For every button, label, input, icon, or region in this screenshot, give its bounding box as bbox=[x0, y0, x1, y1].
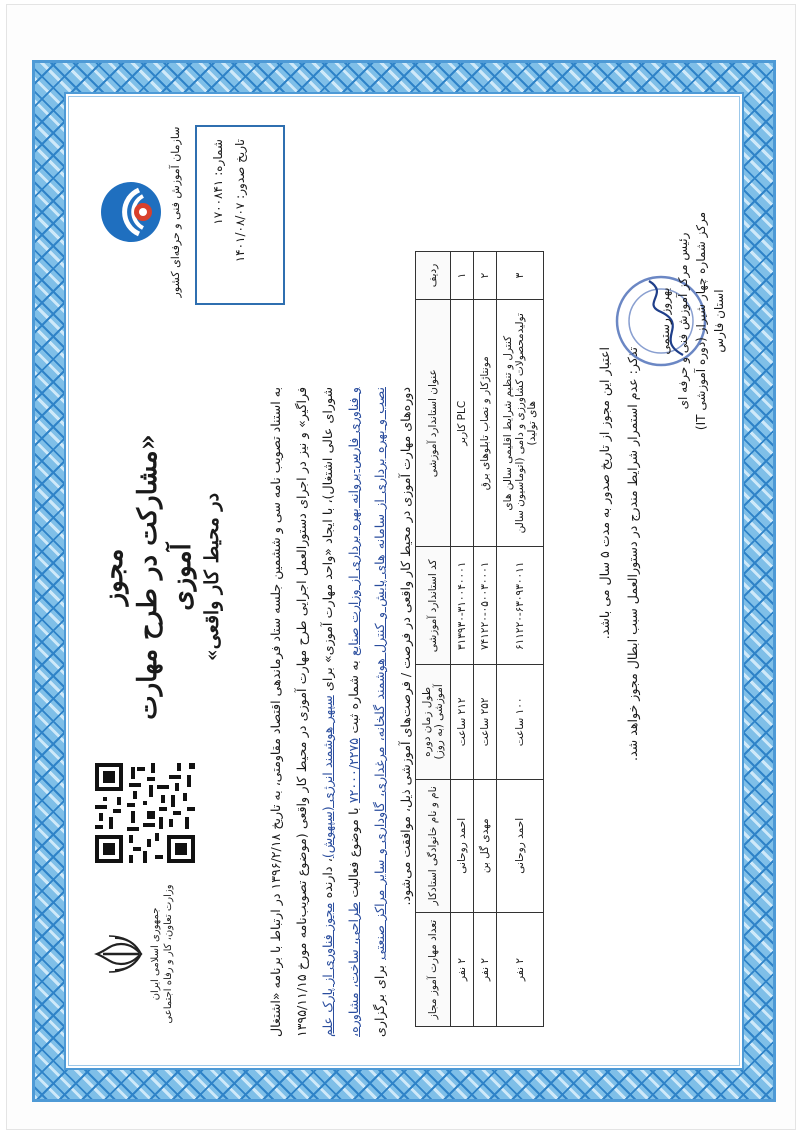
certificate-title bbox=[97, 427, 225, 727]
col-row: ردیف bbox=[416, 252, 451, 300]
col-trainee-count: تعداد مهارت آموز مجاز bbox=[416, 912, 451, 1026]
signature-block bbox=[613, 211, 728, 431]
title-permit: مجوز bbox=[99, 548, 129, 606]
validity-text: اعتبار این مجوز از تاریخ صدور به مدت ۵ سال می باشد. bbox=[597, 347, 612, 640]
tvto-logo-icon bbox=[99, 180, 163, 244]
col-standard-code: کد استاندارد آموزشی bbox=[416, 547, 451, 665]
validity-notes bbox=[591, 347, 647, 1027]
ministry-logo bbox=[93, 879, 175, 1029]
courses-table bbox=[415, 251, 544, 1027]
signer-name: بهروز رستمی bbox=[658, 287, 672, 355]
permit-body: به استناد تصویب نامه سی و ششمین جلسه ستاد فرماندهی اقتصاد مقاومتی، به تاریخ ۱۳۹۶/۲/۱۸ در ارتباط با برنامه «اشتغال فراگیر» و نیز در اجرای دستورالعمل اجرایی طرح مهارت آموزی در محیط کار واقعی (موضوع تصویب‌نامه مورخ ۱۳۹۵/۱۱/۱۵ شورای عالی اشتغال)، با ایجاد «واحد مهارت آموزی» برای سپهر هوشمند انرژی (سپهوش)، دارنده مجوز فناوری از پارک علم و فناوری فارس-پروانه بهره برداری از وزارت صنایع به شماره ثبت ۷۲۰۰۰/۲۲۷۵ با موضوع فعالیت طراحی، ساخت، مشاوره، نصب و بهره برداری از سامانه های پایش و کنترل هوشمند گلخانه، مرغداری، گاوداری و سایر مراکز صنعتی برای برگزاری دوره‌های مهارت آموزی در محیط کار واقعی در فرصت / فرصت‌های آموزشی ذیل، موافقت می‌شود. bbox=[268, 386, 413, 1037]
permit-number-value: ۱۷۰۰۸۴۱ bbox=[211, 179, 225, 225]
col-duration: طول زمان دوره آموزشی (به روز) bbox=[416, 665, 451, 779]
title-line-3: در محیط کار واقعی» bbox=[201, 492, 223, 662]
company-name: سپهر هوشمند انرژی (سپهوش) bbox=[320, 695, 335, 859]
permit-number-row bbox=[207, 139, 229, 291]
signer-title-1: رئیس مرکز آموزش فنی و حرفه ای bbox=[676, 232, 690, 410]
issue-date-label: تاریخ صدور: bbox=[233, 139, 247, 199]
signer-title-3: استان فارس bbox=[712, 289, 726, 353]
table-header-row bbox=[416, 252, 451, 1027]
signer-title-2: مرکز شماره چهار شیراز (دوره آموزشی IT) bbox=[694, 211, 708, 431]
table-row: ۲ مونتاژکار و نصاب تابلوهای برق ۷۴۱۲۲۰-۰۵۰۰۳۰۰۰۱ ۲۵۲ ساعت مهدی گل بن ۲ نفر bbox=[474, 252, 497, 1027]
organization-logo bbox=[99, 117, 182, 307]
ministry-name-1: جمهوری اسلامی ایران bbox=[150, 907, 161, 1001]
certificate-content bbox=[85, 111, 726, 1057]
issue-date-row bbox=[229, 139, 251, 291]
ministry-name-2: وزارت تعاون، کار و رفاه اجتماعی bbox=[163, 884, 174, 1024]
activity-subject: طراحی، ساخت، مشاوره، نصب و بهره برداری از سامانه های پایش و کنترل هوشمند گلخانه، مرغداری، گاوداری و سایر مراکز صنعتی bbox=[346, 387, 387, 1037]
title-line-2: «مشارکت در طرح مهارت آموزی bbox=[133, 434, 197, 720]
table-row: ۱ PLC کاربر ۳۱۳۹۳۰-۳۱۰۰۴۰۰۰۱ ۲۱۲ ساعت احمد روحانی ۲ نفر bbox=[451, 252, 474, 1027]
emblem-icon bbox=[93, 930, 145, 978]
qr-code-icon bbox=[91, 759, 199, 867]
col-instructor: نام و نام خانوادگی استادکار bbox=[416, 779, 451, 912]
issue-date-value: ۱۴۰۱/۰۸/۰۷ bbox=[233, 202, 247, 263]
revocation-note: تذکر: عدم استمرار شرایط مندرج در دستورالعمل سبب ابطال مجوز خواهد شد. bbox=[625, 347, 640, 761]
permit-number-box bbox=[195, 125, 285, 305]
registration-number: ۷۲۰۰۰/۲۲۷۵ bbox=[346, 737, 361, 804]
license-text: مجوز فناوری از پارک علم و فناوری فارس-پروانه بهره برداری از وزارت صنایع bbox=[320, 387, 361, 1037]
table-row: ۳ کنترل و تنظیم شرایط اقلیمی سالن های تولیدمحصولات کشاورزی و دامی (اتوماسیون سالن های تولید) ۶۱۱۲۲۰-۶۳۰۹۳۰۰۱۱ ۱۰۰ ساعت احمد روحانی ۲ نفر bbox=[497, 252, 544, 1027]
permit-number-label: شماره: bbox=[211, 139, 225, 176]
col-standard-title: عنوان استاندارد آموزشی bbox=[416, 299, 451, 546]
organization-name: سازمان آموزش فنی و حرفه‌ای کشور bbox=[169, 126, 182, 298]
